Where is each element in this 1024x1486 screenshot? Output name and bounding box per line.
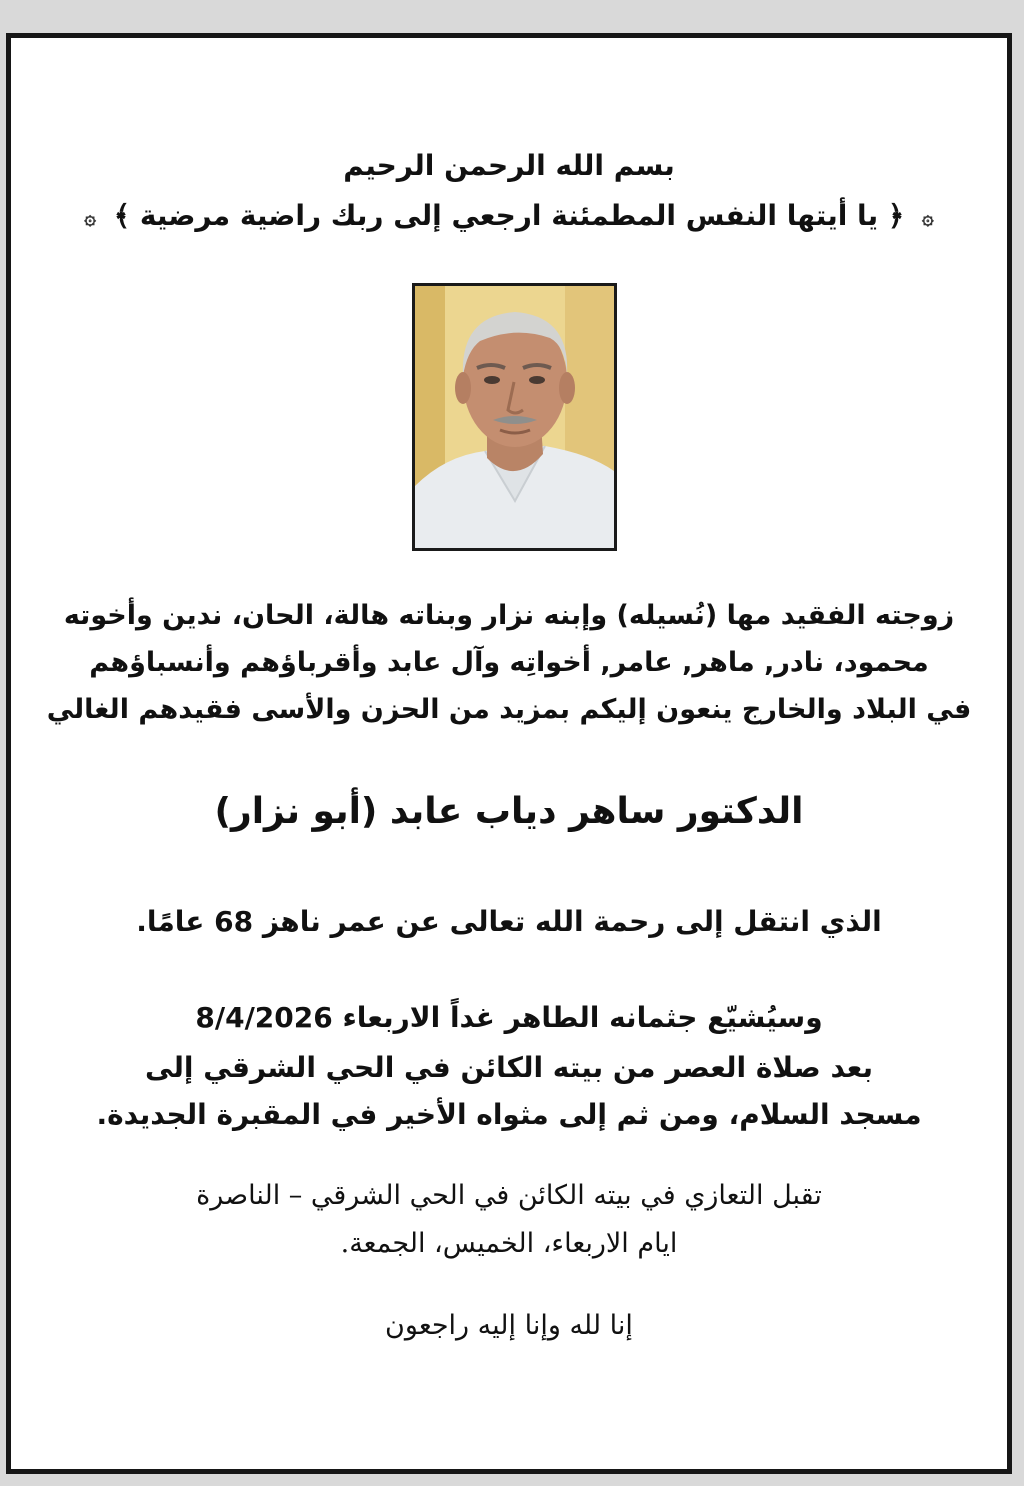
basmala: بسم الله الرحمن الرحيم [343,149,675,182]
family-line-2: محمود، نادر, ماهر, عامر, أخواتِه وآل عابد وأقرباؤهم وأنسباؤهم [89,647,929,678]
obituary-notice [6,33,1012,1474]
condolence-line-2: ايام الاربعاء، الخميس، الجمعة. [340,1228,678,1259]
deceased-name: الدكتور ساهر دياب عابد (أبو نزار) [214,791,804,832]
quran-verse-line [11,199,1007,232]
verse-open-bracket: ﴿ [887,199,905,232]
verse-close-bracket: ﴾ [113,199,131,232]
verse-ornament-icon: ۞ [921,205,934,229]
family-line-1: زوجته الفقيد مها (نُسيله) وإبنه نزار وبناته هالة، الحان، ندين وأخوته [63,600,955,631]
age-statement: الذي انتقل إلى رحمة الله تعالى عن عمر ناهز 68 عامًا. [136,905,882,938]
family-line-3: في البلاد والخارج ينعون إليكم بمزيد من الحزن والأسى فقيدهم الغالي [46,694,972,725]
funeral-line-1: وسيُشيّع جثمانه الطاهر غداً الاربعاء 8/4/2026 [195,1001,823,1034]
closing-phrase: إنا لله وإنا إليه راجعون [385,1310,633,1341]
quran-verse: يا أيتها النفس المطمئنة ارجعي إلى ربك راضية مرضية [139,199,879,232]
deceased-portrait [412,283,617,551]
funeral-line-3: مسجد السلام، ومن ثم إلى مثواه الأخير في المقبرة الجديدة. [96,1098,922,1131]
funeral-line-2: بعد صلاة العصر من بيته الكائن في الحي الشرقي إلى [145,1051,873,1084]
condolence-line-1: تقبل التعازي في بيته الكائن في الحي الشرقي – الناصرة [196,1180,822,1211]
portrait-illustration [415,286,614,548]
verse-ornament-icon: ۞ [84,205,96,229]
